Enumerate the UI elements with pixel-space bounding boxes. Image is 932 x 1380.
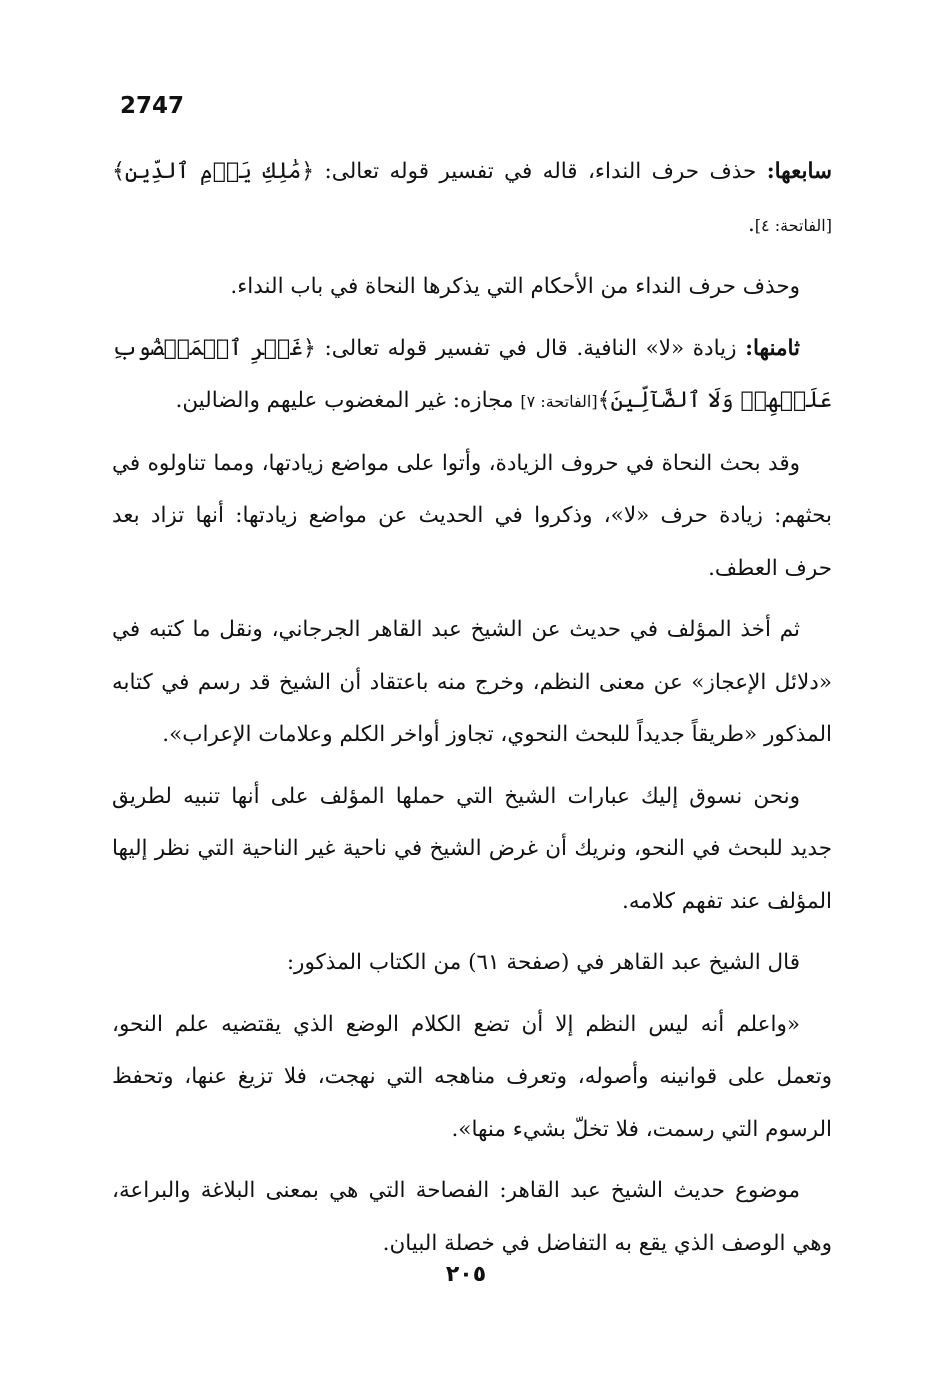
verse-citation: [الفاتحة: ٤] [754,215,832,235]
paragraph-label: ثامنها: [745,335,800,361]
paragraph-seventh: سابعها: حذف حرف النداء، قاله في تفسير قوله تعالى: ﴿مَٰلِكِ يَوۡمِ ٱلدِّينِ﴾[الفاتحة: ٤]. [112,159,833,237]
page-header-number: 2747 [120,93,185,119]
quran-verse: ﴿غَيۡرِ ٱلۡمَغۡضُوبِ عَلَيۡهِمۡ وَلَا ٱلضَّآلِّينَ﴾ [112,335,832,413]
page-body [112,146,832,1279]
paragraph: قال الشيخ عبد القاهر في (صفحة ٦١) من الكتاب المذكور: [286,950,800,975]
paragraph: وحذف حرف النداء من الأحكام التي يذكرها النحاة في باب النداء. [230,274,800,299]
paragraph-label: سابعها: [766,159,833,184]
paragraph: وقد بحث النحاة في حروف الزيادة، وأتوا على مواضع زيادتها، ومما تناولوه في بحثهم: زيادة حرف «لا»، وذكروا في الحديث عن مواضع زيادتها: أنها تزاد بعد حرف العطف. [112,450,832,581]
paragraph: ثم أخذ المؤلف في حديث عن الشيخ عبد القاهر الجرجاني، ونقل ما كتبه في «دلائل الإعجاز» عن معنى النظم، وخرج منه باعتقاد أن الشيخ قد رسم في كتابه المذكور «طريقاً جديداً للبحث النحوي، تجاوز أواخر الكلم وعلامات الإعراب». [112,617,832,747]
paragraph: ونحن نسوق إليك عبارات الشيخ التي حملها المؤلف على أنها تنبيه لطريق جديد للبحث في النحو، ونريك أن غرض الشيخ في ناحية غير الناحية التي نظر إليها المؤلف عند تفهم كلامه. [112,783,832,914]
page-footer-number: ٢٠٥ [445,1262,487,1287]
paragraph-eighth: ثامنها: زيادة «لا» النافية. قال في تفسير قوله تعالى: ﴿غَيۡرِ ٱلۡمَغۡضُوبِ عَلَيۡهِمۡ وَلَا ٱلضَّآلِّينَ﴾[الفاتحة: ٧] مجازه: غير المغضوب عليهم والضالين. [112,335,832,413]
paragraph: موضوع حديث الشيخ عبد القاهر: الفصاحة التي هي بمعنى البلاغة والبراعة، وهي الوصف الذي يقع به التفاضل في خصلة البيان. [112,1178,832,1256]
verse-citation: [الفاتحة: ٧] [520,392,598,411]
quotation-paragraph: «واعلم أنه ليس النظم إلا أن تضع الكلام الوضع الذي يقتضيه علم النحو، وتعمل على قوانينه وأصوله، وتعرف مناهجه التي نهجت، فلا تزيغ عنها، وتحفظ الرسوم التي رسمت، فلا تخلّ بشيء منها». [112,1011,832,1142]
quran-verse: ﴿مَٰلِكِ يَوۡمِ ٱلدِّينِ﴾ [112,159,315,184]
